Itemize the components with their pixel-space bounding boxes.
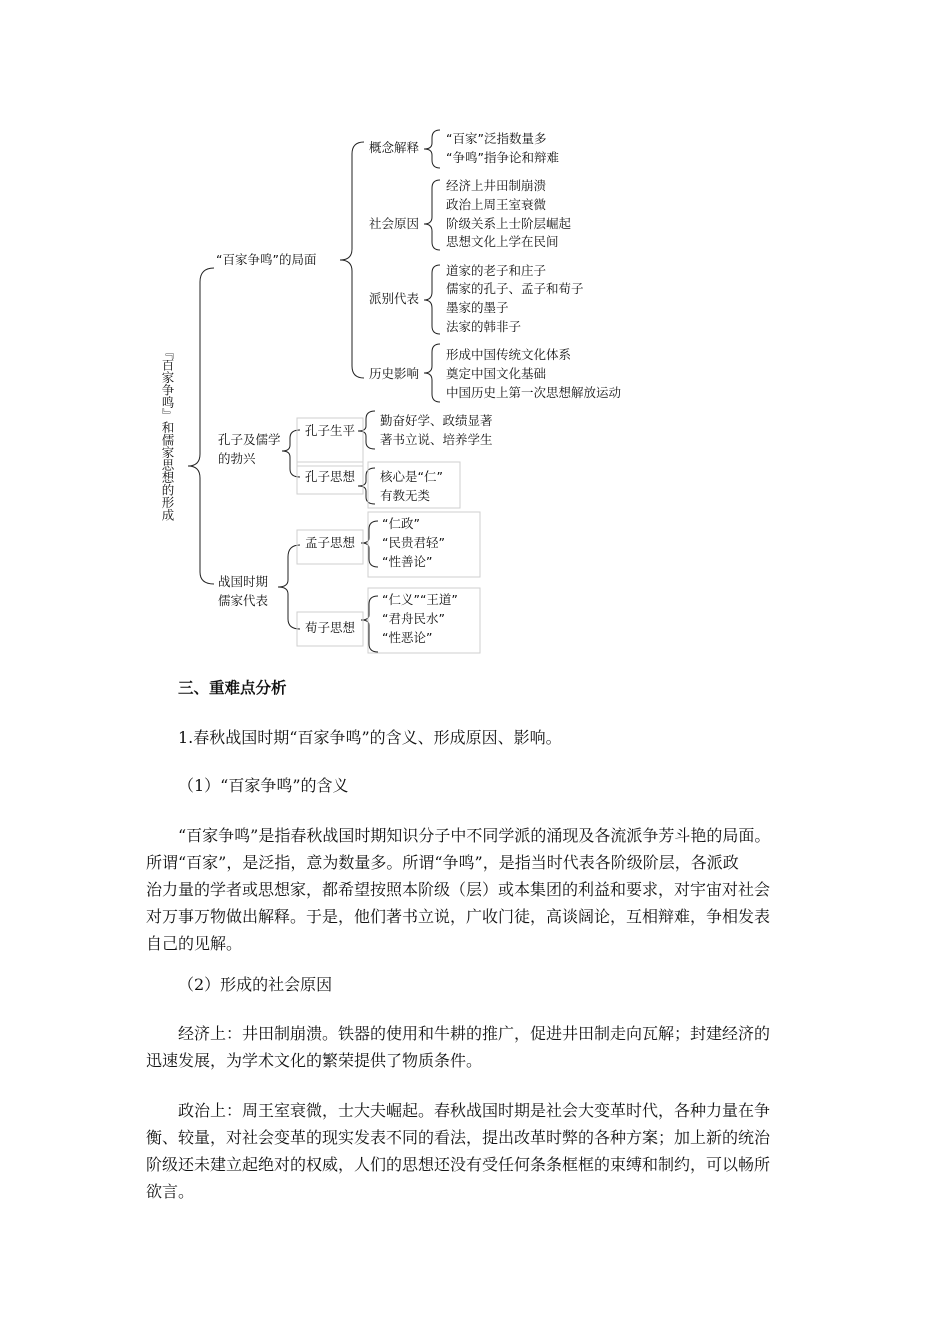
influence-label: 历史影响 — [369, 366, 420, 381]
branch1-label: “百家争鸣”的局面 — [216, 252, 317, 267]
branch3-label: 儒家代表 — [218, 593, 269, 608]
life-label: 孔子生平 — [305, 423, 356, 438]
branch2-label: 孔子及儒学 — [218, 432, 281, 447]
thought-item: 有教无类 — [380, 488, 431, 503]
causes-item: 政治上周王室衰微 — [446, 197, 547, 212]
subheading-1: （1）“百家争鸣”的含义 — [178, 776, 349, 795]
schools-item: 墨家的墨子 — [446, 300, 509, 315]
xunzi-brace — [361, 596, 378, 652]
paragraph-economy — [146, 1020, 806, 1074]
influence-brace — [424, 344, 440, 402]
section-title: 三、重难点分析 — [178, 679, 287, 697]
schools-item: 法家的韩非子 — [446, 319, 522, 334]
thought-label: 孔子思想 — [305, 469, 356, 484]
text-line: 政治上：周王室衰微，士大夫崛起。春秋战国时期是社会大变革时代，各种力量在争 — [178, 1101, 771, 1120]
paragraph-politics — [146, 1097, 806, 1205]
text-line: 所谓“百家”，是泛指，意为数量多。所谓“争鸣”，是指当时代表各阶级阶层，各派政 — [146, 853, 739, 872]
xunzi-item: “君舟民水” — [382, 611, 445, 626]
subheading-2: （2）形成的社会原因 — [178, 975, 333, 994]
causes-item: 阶级关系上士阶层崛起 — [446, 216, 572, 231]
causes-brace — [424, 180, 440, 250]
schools-brace — [424, 265, 440, 334]
root-brace — [188, 268, 214, 584]
causes-item: 思想文化上学在民间 — [446, 234, 559, 249]
xunzi-item: “仁义”“王道” — [382, 592, 458, 607]
mencius-item: “仁政” — [382, 516, 420, 531]
thought-item: 核心是“仁” — [380, 469, 443, 484]
text-line: 治力量的学者或思想家，都希望按照本阶级（层）或本集团的利益和要求，对宇宙对社会 — [146, 880, 771, 899]
life-brace — [358, 411, 375, 449]
text-line: 阶级还未建立起绝对的权威，人们的思想还没有受任何条条框框的束缚和制约，可以畅所 — [146, 1155, 771, 1174]
mencius-item: “性善论” — [382, 554, 433, 569]
influence-item: 奠定中国文化基础 — [446, 366, 547, 381]
concept-label: 概念解释 — [369, 140, 420, 155]
branch2-label: 的勃兴 — [218, 451, 256, 466]
life-item: 勤奋好学、政绩显著 — [380, 413, 493, 428]
concept-item: “百家”泛指数量多 — [446, 131, 547, 146]
life-item: 著书立说、培养学生 — [380, 432, 493, 447]
branch1-brace — [340, 142, 364, 378]
paragraph-meaning — [146, 822, 806, 957]
influence-item: 中国历史上第一次思想解放运动 — [446, 385, 622, 400]
mencius-item: “民贵君轻” — [382, 535, 445, 550]
schools-item: 道家的老子和庄子 — [446, 263, 547, 278]
concept-item: “争鸣”指争论和辩难 — [446, 150, 559, 165]
branch3-label: 战国时期 — [218, 574, 269, 589]
question-1: 1.春秋战国时期“百家争鸣”的含义、形成原因、影响。 — [178, 728, 562, 747]
thought-brace — [358, 468, 375, 504]
concept-brace — [424, 130, 440, 168]
schools-label: 派别代表 — [369, 291, 420, 306]
text-line: 对万事万物做出解释。于是，他们著书立说，广收门徒，高谈阔论，互相辩难，争相发表 — [146, 907, 771, 926]
mencius-brace — [361, 521, 378, 567]
causes-label: 社会原因 — [369, 216, 420, 231]
influence-item: 形成中国传统文化体系 — [446, 347, 572, 362]
text-line: 自己的见解。 — [146, 934, 243, 953]
text-line: “百家争鸣”是指春秋战国时期知识分子中不同学派的涌现及各流派争芳斗艳的局面。 — [178, 826, 771, 845]
xunzi-item: “性恶论” — [382, 630, 433, 645]
schools-item: 儒家的孔子、孟子和荀子 — [446, 281, 584, 296]
mencius-label: 孟子思想 — [305, 535, 356, 550]
causes-item: 经济上井田制崩溃 — [446, 178, 547, 193]
root-label: 『百家争鸣』和儒家思想的形成 — [160, 346, 175, 521]
text-line: 迅速发展，为学术文化的繁荣提供了物质条件。 — [146, 1051, 483, 1070]
text-line: 衡、较量，对社会变革的现实发表不同的看法，提出改革时弊的各种方案；加上新的统治 — [146, 1128, 771, 1147]
text-line: 欲言。 — [146, 1182, 195, 1201]
xunzi-label: 荀子思想 — [305, 620, 356, 635]
text-line: 经济上：井田制崩溃。铁器的使用和牛耕的推广，促进井田制走向瓦解；封建经济的 — [178, 1024, 771, 1043]
